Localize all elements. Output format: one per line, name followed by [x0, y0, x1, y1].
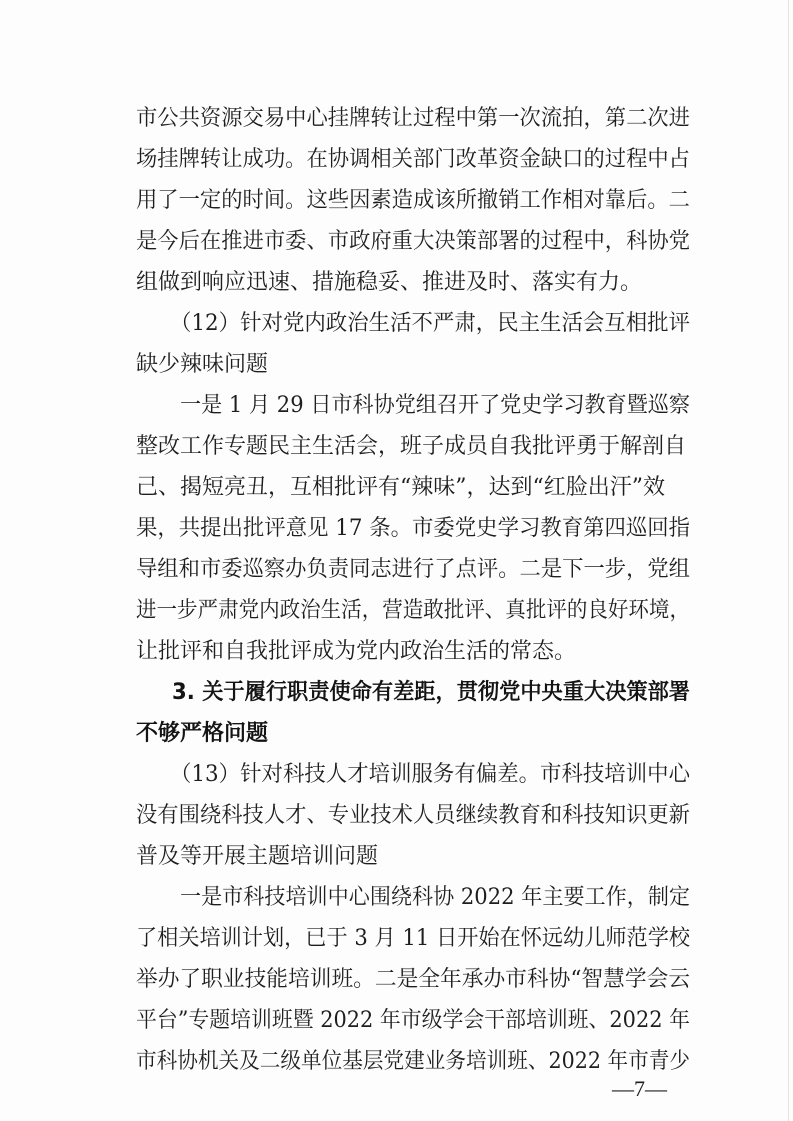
- page-edge-divider: [788, 0, 789, 1121]
- text-line-3: 用了一定的时间。这些因素造成该所撤销工作相对靠后。二: [136, 188, 690, 213]
- text-line-17: （13）针对科技人才培训服务有偏差。市科技培训中心: [170, 762, 691, 787]
- section-heading-line-2: 不够严格问题: [136, 721, 269, 746]
- text-line-1: 市公共资源交易中心挂牌转让过程中第一次流拍，第二次进: [136, 106, 690, 131]
- text-line-24: 市科协机关及二级单位基层党建业务培训班、2022 年市青少: [136, 1049, 690, 1074]
- text-line-11: 果，共提出批评意见 17 条。市委党史学习教育第四巡回指: [136, 516, 691, 541]
- text-line-7: 缺少辣味问题: [136, 352, 269, 377]
- text-line-19: 普及等开展主题培训问题: [136, 844, 379, 869]
- text-line-12: 导组和市委巡察办负责同志进行了点评。二是下一步，党组: [136, 557, 690, 582]
- text-line-21: 了相关培训计划，已于 3 月 11 日开始在怀远幼儿师范学校: [136, 926, 691, 951]
- text-line-6: （12）针对党内政治生活不严肃，民主生活会互相批评: [170, 311, 691, 336]
- text-line-9: 整改工作专题民主生活会，班子成员自我批评勇于解剖自: [136, 434, 687, 459]
- text-line-14: 让批评和自我批评成为党内政治生活的常态。: [136, 639, 577, 664]
- text-line-18: 没有围绕科技人才、专业技术人员继续教育和科技知识更新: [136, 803, 690, 828]
- section-heading-line-1: 3. 关于履行职责使命有差距，贯彻党中央重大决策部署: [172, 680, 690, 705]
- page-number: —7—: [612, 1076, 667, 1101]
- text-line-10: 己、揭短亮丑，互相批评有“辣味”，达到“红脸出汗”效: [136, 475, 665, 500]
- text-line-20: 一是市科技培训中心围绕科协 2022 年主要工作，制定: [180, 885, 691, 910]
- text-line-4: 是今后在推进市委、市政府重大决策部署的过程中，科协党: [136, 229, 690, 254]
- text-line-2: 场挂牌转让成功。在协调相关部门改革资金缺口的过程中占: [136, 147, 690, 172]
- text-line-8: 一是 1 月 29 日市科协党组召开了党史学习教育暨巡察: [180, 393, 690, 418]
- text-line-22: 举办了职业技能培训班。二是全年承办市科协“智慧学会云: [136, 967, 691, 992]
- text-line-13: 进一步严肃党内政治生活，营造敢批评、真批评的良好环境，: [136, 598, 690, 623]
- text-line-5: 组做到响应迅速、措施稳妥、推进及时、落实有力。: [136, 270, 643, 295]
- text-line-23: 平台”专题培训班暨 2022 年市级学会干部培训班、2022 年: [136, 1008, 691, 1033]
